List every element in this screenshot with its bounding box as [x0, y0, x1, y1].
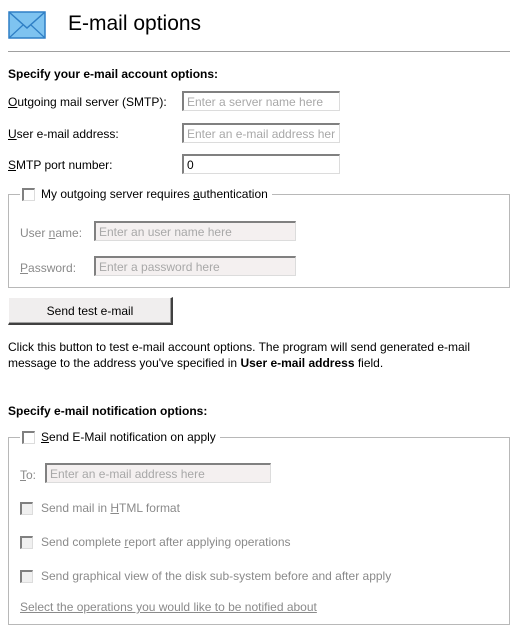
smtp-server-input[interactable] — [182, 91, 340, 111]
username-input[interactable] — [94, 221, 296, 241]
graphical-view-row[interactable] — [20, 569, 391, 583]
notification-section-title: Specify e-mail notification options: — [8, 404, 208, 418]
smtp-server-label: Outgoing mail server (SMTP): — [8, 95, 167, 109]
smtp-port-label: SMTP port number: — [8, 158, 113, 172]
send-test-email-button[interactable]: Send test e-mail — [8, 297, 173, 325]
complete-report-row[interactable] — [20, 535, 291, 549]
password-label: Password: — [20, 261, 77, 275]
smtp-port-input[interactable] — [182, 154, 340, 174]
authentication-checkbox[interactable] — [22, 188, 35, 201]
authentication-checkbox-row[interactable] — [20, 187, 272, 201]
graphical-view-label: Send graphical view of the disk sub-system before and after apply — [41, 569, 392, 583]
html-format-label: Send mail in HTML format — [41, 501, 180, 515]
apply-notification-checkbox[interactable] — [22, 431, 35, 444]
user-email-label: User e-mail address: — [8, 127, 119, 141]
page-title: E-mail options — [68, 12, 202, 35]
password-input[interactable] — [94, 256, 296, 276]
user-email-input[interactable] — [182, 123, 340, 143]
complete-report-checkbox[interactable] — [20, 536, 33, 549]
apply-notification-checkbox-row[interactable] — [20, 430, 220, 444]
graphical-view-checkbox[interactable] — [20, 570, 33, 583]
select-operations-link[interactable]: Select the operations you would like to be notified about — [20, 600, 317, 614]
account-section-title: Specify your e-mail account options: — [8, 67, 219, 81]
username-label: User name: — [20, 226, 83, 240]
mail-envelope-icon — [8, 8, 46, 42]
html-format-row[interactable] — [20, 501, 180, 515]
apply-notification-label: Send E-Mail notification on apply — [41, 430, 216, 444]
html-format-checkbox[interactable] — [20, 502, 33, 515]
test-description: Click this button to test e-mail account options. The program will send generated e-mail message to the address you've specified in User e-mail address field. — [8, 340, 471, 370]
header-divider — [8, 51, 510, 52]
notification-to-input[interactable] — [45, 463, 271, 483]
authentication-checkbox-label: My outgoing server requires authentication — [41, 187, 268, 201]
to-label: To: — [20, 468, 37, 482]
complete-report-label: Send complete report after applying operations — [41, 535, 291, 549]
